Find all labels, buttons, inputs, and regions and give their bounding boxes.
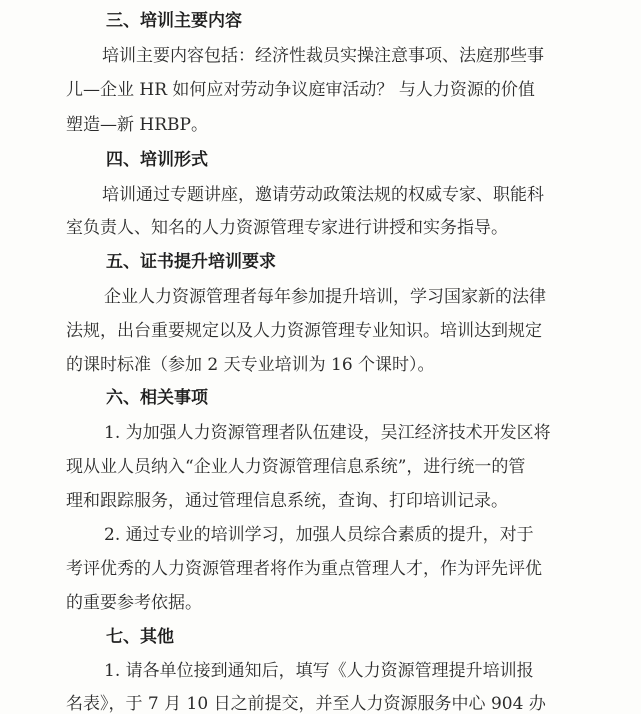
section-7-heading: 七、其他: [106, 627, 174, 647]
section-5-heading: 五、证书提升培训要求: [106, 252, 276, 272]
section-4-line-1: 培训通过专题讲座，邀请劳动政策法规的权威专家、职能科: [102, 185, 544, 205]
section-3-line-2: 儿—企业 HR 如何应对劳动争议庭审活动？ 与人力资源的价值: [66, 80, 535, 100]
section-6-heading: 六、相关事项: [106, 388, 208, 408]
section-3-heading: 三、培训主要内容: [106, 11, 242, 31]
section-6-item-2-line-3: 的重要参考依据。: [66, 593, 202, 613]
section-6-item-1-line-1: 1. 为加强人力资源管理者队伍建设，吴江经济技术开发区将: [104, 423, 551, 443]
section-3-line-3: 塑造—新 HRBP。: [66, 115, 208, 135]
section-6-item-1-line-3: 理和跟踪服务，通过管理信息系统，查询、打印培训记录。: [66, 491, 508, 511]
section-6-item-2-line-1: 2. 通过专业的培训学习，加强人员综合素质的提升，对于: [104, 525, 534, 545]
section-5-line-2: 法规，出台重要规定以及人力资源管理专业知识。培训达到规定: [66, 321, 542, 341]
section-3-line-1: 培训主要内容包括：经济性裁员实操注意事项、法庭那些事: [102, 46, 544, 66]
section-4-line-2: 室负责人、知名的人力资源管理专家进行讲授和实务指导。: [66, 218, 508, 238]
section-5-line-1: 企业人力资源管理者每年参加提升培训，学习国家新的法律: [104, 287, 546, 307]
section-4-heading: 四、培训形式: [106, 150, 208, 170]
section-7-item-1-line-1: 1. 请各单位接到通知后，填写《人力资源管理提升培训报: [104, 661, 534, 681]
section-5-line-3: 的课时标准（参加 2 天专业培训为 16 个课时）。: [66, 355, 435, 375]
section-6-item-1-line-2: 现从业人员纳入“企业人力资源管理信息系统”，进行统一的管: [66, 457, 526, 477]
section-6-item-2-line-2: 考评优秀的人力资源管理者将作为重点管理人才，作为评先评优: [66, 559, 542, 579]
section-7-item-1-line-2: 名表》，于 7 月 10 日之前提交，并至人力资源服务中心 904 办: [66, 694, 546, 714]
